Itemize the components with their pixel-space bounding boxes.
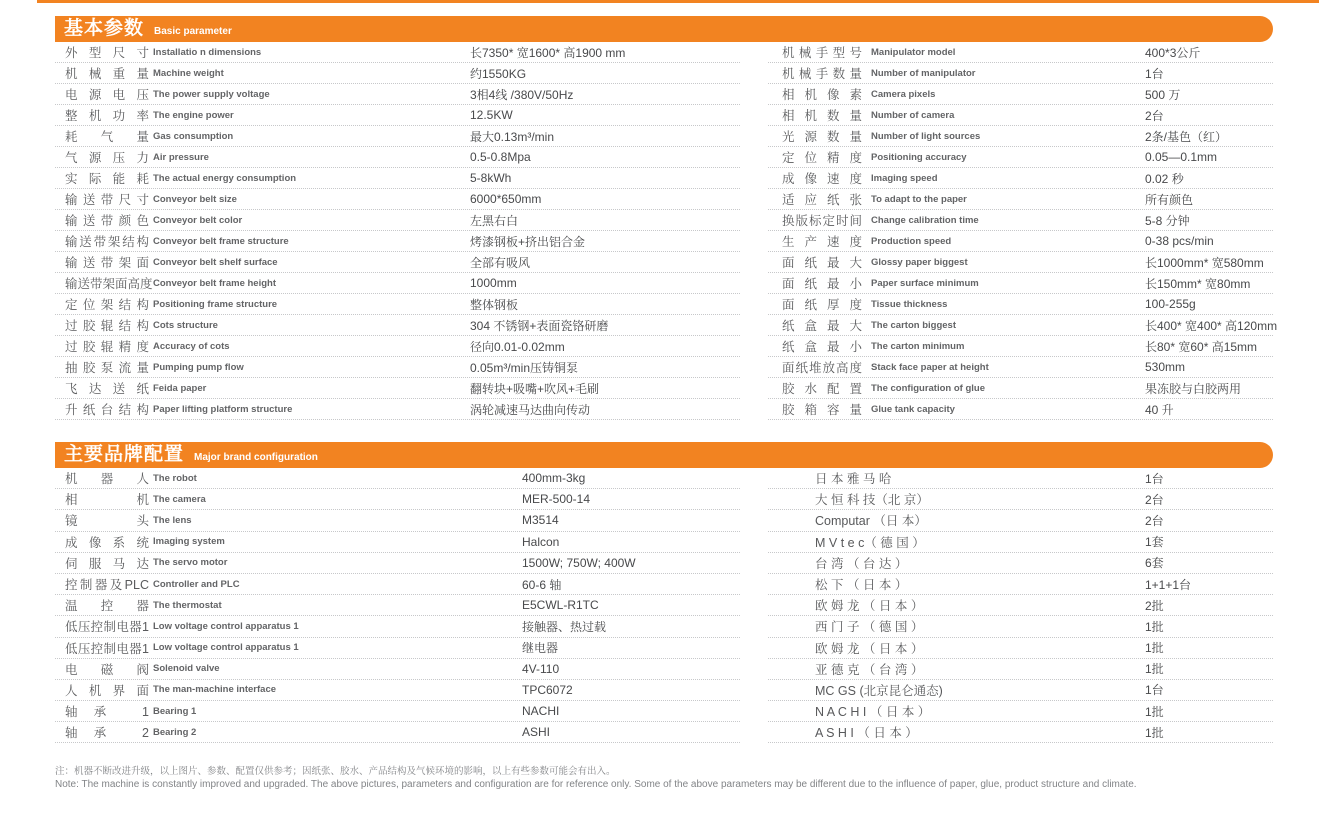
table-row	[55, 273, 740, 294]
param-label-en: The man-machine interface	[153, 684, 277, 696]
param-value: 304 不锈钢+表面瓷铬研磨	[470, 318, 609, 333]
section-title-zh: 主要品牌配置	[64, 444, 185, 465]
param-value: 左黑右白	[470, 213, 519, 228]
param-value: 全部有吸风	[470, 255, 531, 270]
param-label-en: Glossy paper biggest	[871, 256, 968, 268]
brand-configuration-right-table	[768, 468, 1273, 743]
param-label-zh: 欧 姆 龙 （ 日 本 ）	[815, 599, 924, 614]
param-value: 1500W; 750W; 400W	[522, 555, 636, 570]
param-value: 1批	[1145, 725, 1164, 740]
table-row	[768, 126, 1273, 147]
param-label-zh: 胶水配置	[782, 382, 862, 396]
param-label-en: The configuration of glue	[871, 382, 985, 394]
param-label-zh: 伺服马达	[65, 556, 149, 571]
table-row	[55, 63, 740, 84]
brand-configuration-section	[55, 442, 1273, 743]
param-label-en: Camera pixels	[871, 88, 936, 100]
table-row	[768, 168, 1273, 189]
param-value: 1000mm	[470, 276, 517, 290]
table-row	[768, 105, 1273, 126]
basic-parameter-section	[55, 16, 1278, 420]
param-label-zh: 成像速度	[782, 172, 862, 186]
table-row	[768, 231, 1273, 252]
table-row	[768, 294, 1273, 315]
param-value: Halcon	[522, 534, 560, 549]
column-gap	[740, 42, 768, 420]
param-value: 0.05—0.1mm	[1145, 150, 1218, 164]
param-label-zh: 生产速度	[782, 235, 862, 249]
param-value: 最大0.13m³/min	[470, 129, 555, 144]
param-value: 2台	[1145, 492, 1164, 507]
param-value: 2台	[1145, 108, 1164, 123]
param-label-en: The engine power	[153, 109, 234, 121]
table-row	[55, 616, 740, 637]
table-row	[768, 42, 1273, 63]
param-value: 所有颜色	[1145, 192, 1194, 207]
param-label-zh: M V t e c（ 德 国 ）	[815, 535, 925, 550]
table-row	[768, 680, 1273, 701]
basic-parameter-right-table	[768, 42, 1278, 420]
param-label-zh: 轴承 1	[65, 705, 149, 720]
param-value: 5-8kWh	[470, 171, 512, 185]
table-row	[768, 510, 1273, 531]
table-row	[768, 468, 1273, 489]
param-label-zh: A S H I （ 日 本 ）	[815, 726, 918, 741]
table-row	[768, 189, 1273, 210]
param-value: 翻转块+吸嘴+吹风+毛刷	[470, 381, 600, 396]
param-label-en: Gas consumption	[153, 130, 234, 142]
param-value: 400*3公斤	[1145, 45, 1201, 60]
table-row	[55, 510, 740, 531]
param-label-zh: 机械重量	[65, 67, 149, 81]
param-label-zh: 实际能耗	[65, 172, 149, 186]
param-label-zh: 镜头	[65, 514, 149, 529]
table-row	[768, 252, 1273, 273]
param-label-en: Conveyor belt size	[153, 193, 237, 205]
param-label-zh: 气源压力	[65, 151, 149, 165]
param-value: 整体钢板	[470, 297, 519, 312]
param-value: 6000*650mm	[470, 192, 542, 206]
param-label-zh: 过胶辊精度	[65, 340, 149, 354]
param-label-zh: 松 下 （ 日 本 ）	[815, 578, 908, 593]
param-value: E5CWL-R1TC	[522, 598, 599, 613]
param-label-zh: 胶箱容量	[782, 403, 862, 417]
table-row	[55, 638, 740, 659]
param-label-en: Solenoid valve	[153, 663, 220, 675]
param-value: 烤漆钢板+挤出铝合金	[470, 234, 586, 249]
table-row	[55, 468, 740, 489]
table-row	[768, 147, 1273, 168]
table-row	[55, 231, 740, 252]
table-row	[768, 595, 1273, 616]
basic-parameter-left-table	[55, 42, 740, 420]
param-value: 长400* 宽400* 高120mm	[1145, 318, 1278, 333]
param-label-zh: MC GS (北京昆仑通态)	[815, 683, 943, 698]
param-label-zh: 输送带颜色	[65, 214, 149, 228]
param-value: TPC6072	[522, 682, 573, 697]
table-row	[55, 659, 740, 680]
param-value: 1台	[1145, 66, 1164, 81]
table-row	[768, 357, 1273, 378]
param-value: 530mm	[1145, 360, 1186, 374]
section-header-basic-parameter	[55, 16, 1273, 42]
param-label-en: Conveyor belt frame height	[153, 277, 276, 289]
param-label-zh: 相机数量	[782, 109, 862, 123]
table-row	[768, 378, 1273, 399]
table-row	[768, 574, 1273, 595]
param-value: 1批	[1145, 641, 1164, 656]
param-label-en: Air pressure	[153, 151, 209, 163]
param-label-zh: 输送带架结构	[65, 235, 149, 249]
table-row	[768, 336, 1273, 357]
param-label-zh: 抽胶泵流量	[65, 361, 149, 375]
param-label-zh: 轴承 2	[65, 726, 149, 741]
param-label-zh: 相机像素	[782, 88, 862, 102]
param-label-zh: 亚 德 克 （ 台 湾 ）	[815, 662, 924, 677]
table-row	[55, 42, 740, 63]
param-label-zh: 纸盒最小	[782, 340, 862, 354]
param-value: 1批	[1145, 662, 1164, 677]
param-label-zh: 电磁阀	[65, 662, 149, 677]
table-row	[55, 489, 740, 510]
param-value: 继电器	[522, 641, 559, 656]
param-value: MER-500-14	[522, 492, 591, 507]
param-label-en: Low voltage control apparatus 1	[153, 642, 299, 654]
param-label-zh: 机械手型号	[782, 46, 862, 60]
param-value: 2批	[1145, 598, 1164, 613]
table-row	[768, 315, 1278, 336]
section-title-en: Basic parameter	[154, 26, 232, 37]
table-row	[55, 315, 740, 336]
param-label-en: Paper lifting platform structure	[153, 403, 293, 415]
param-label-zh: 外型尺寸	[65, 46, 149, 60]
param-value: 1批	[1145, 704, 1164, 719]
param-label-zh: 飞达送纸	[65, 382, 149, 396]
param-label-zh: 台 湾 （ 台 达 ）	[815, 556, 908, 571]
param-label-en: The thermostat	[153, 599, 222, 611]
param-label-zh: 欧 姆 龙 （ 日 本 ）	[815, 641, 924, 656]
param-label-en: Positioning accuracy	[871, 151, 967, 163]
param-label-en: Production speed	[871, 235, 952, 247]
param-label-zh: 电源电压	[65, 88, 149, 102]
param-label-zh: 输送带架面高度	[65, 277, 153, 291]
table-row	[55, 399, 740, 420]
brand-configuration-left-table	[55, 468, 740, 743]
param-label-en: Change calibration time	[871, 214, 979, 226]
param-label-en: Installatio n dimensions	[153, 46, 262, 58]
param-label-en: Tissue thickness	[871, 298, 948, 310]
table-row	[768, 659, 1273, 680]
section-title-en: Major brand configuration	[194, 452, 318, 463]
param-value: 12.5KW	[470, 108, 513, 122]
param-value: 1台	[1145, 471, 1164, 486]
param-label-en: Conveyor belt frame structure	[153, 235, 289, 247]
param-label-en: The carton biggest	[871, 319, 956, 331]
param-label-en: Feida paper	[153, 382, 207, 394]
param-value: 2条/基色（红）	[1145, 129, 1228, 144]
table-row	[768, 553, 1273, 574]
param-label-zh: 低压控制电器1	[65, 641, 149, 656]
param-value: 长150mm* 宽80mm	[1145, 276, 1251, 291]
param-label-zh: 面纸最小	[782, 277, 862, 291]
table-row	[55, 357, 740, 378]
param-value: 约1550KG	[470, 66, 527, 81]
table-row	[768, 63, 1273, 84]
param-value: 60-6 轴	[522, 577, 562, 592]
param-value: 0.05m³/min压铸铜泵	[470, 360, 579, 375]
table-row	[768, 722, 1273, 743]
table-row	[55, 147, 740, 168]
param-label-zh: Computar （日 本）	[815, 514, 927, 529]
param-label-en: Pumping pump flow	[153, 361, 244, 373]
table-row	[55, 105, 740, 126]
table-row	[55, 680, 740, 701]
param-label-en: The robot	[153, 472, 197, 484]
param-label-en: Low voltage control apparatus 1	[153, 620, 299, 632]
param-label-zh: 相机	[65, 493, 149, 508]
table-row	[55, 553, 740, 574]
param-value: 径向0.01-0.02mm	[470, 339, 565, 354]
param-label-en: The actual energy consumption	[153, 172, 297, 184]
param-label-en: The carton minimum	[871, 340, 965, 352]
param-value: 5-8 分钟	[1145, 213, 1190, 228]
param-value: 6套	[1145, 556, 1164, 571]
param-label-zh: 面纸堆放高度	[782, 361, 862, 375]
param-label-en: Manipulator model	[871, 46, 956, 58]
param-label-zh: 定位精度	[782, 151, 862, 165]
param-label-en: Bearing 2	[153, 726, 197, 738]
param-label-zh: 输送带尺寸	[65, 193, 149, 207]
table-row	[55, 126, 740, 147]
param-value: 500 万	[1145, 87, 1181, 102]
footer-note-en: Note: The machine is constantly improved and upgraded. The above pictures, parameters and configuration are for reference only. Some of the above parameters may be different due to the influence of paper, glue, product structure and climate.	[55, 779, 1137, 790]
param-label-zh: 过胶辊结构	[65, 319, 149, 333]
table-row	[768, 532, 1273, 553]
param-label-zh: 输送带架面	[65, 256, 149, 270]
param-label-zh: 面纸厚度	[782, 298, 862, 312]
section-title-zh: 基本参数	[64, 18, 145, 39]
param-value: 长1000mm* 宽580mm	[1145, 255, 1264, 270]
param-label-zh: 定位架结构	[65, 298, 149, 312]
param-label-en: To adapt to the paper	[871, 193, 967, 205]
param-value: 0.02 秒	[1145, 171, 1184, 186]
param-label-en: The power supply voltage	[153, 88, 270, 100]
table-row	[55, 574, 740, 595]
param-label-zh: 大 恒 科 技（北 京）	[815, 493, 929, 508]
table-row	[768, 701, 1273, 722]
param-value: 1+1+1台	[1145, 577, 1192, 592]
table-row	[55, 336, 740, 357]
param-label-zh: 机器人	[65, 472, 149, 487]
param-label-en: Stack face paper at height	[871, 361, 989, 373]
column-gap	[740, 468, 768, 743]
table-row	[768, 210, 1273, 231]
param-label-en: Controller and PLC	[153, 578, 240, 590]
param-label-zh: 成像系统	[65, 535, 149, 550]
top-accent-strip	[37, 0, 1319, 3]
table-row	[55, 378, 740, 399]
param-value: 1批	[1145, 619, 1164, 634]
param-label-zh: 适应纸张	[782, 193, 862, 207]
param-label-zh: 面纸最大	[782, 256, 862, 270]
param-label-en: Number of light sources	[871, 130, 981, 142]
param-label-en: Bearing 1	[153, 705, 197, 717]
param-label-en: The camera	[153, 493, 206, 505]
param-value: 接触器、热过载	[522, 619, 607, 634]
param-value: 4V-110	[522, 661, 560, 676]
param-label-en: Accuracy of cots	[153, 340, 230, 352]
param-label-en: Conveyor belt color	[153, 214, 243, 226]
table-row	[768, 489, 1273, 510]
param-value: 100-255g	[1145, 297, 1196, 311]
table-row	[768, 273, 1273, 294]
param-label-en: The lens	[153, 514, 192, 526]
param-label-zh: 换版标定时间	[782, 214, 862, 228]
footer-note-zh: 注：机器不断改进升级，以上图片、参数、配置仅供参考；因纸张、胶水、产品结构及气候环境的影响，以上有些参数可能会有出入。	[55, 766, 616, 777]
param-label-en: The servo motor	[153, 557, 228, 569]
param-value: 40 升	[1145, 402, 1174, 417]
param-label-zh: 光源数量	[782, 130, 862, 144]
param-label-en: Positioning frame structure	[153, 298, 278, 310]
table-row	[55, 532, 740, 553]
param-label-zh: 低压控制电器1	[65, 620, 149, 635]
param-label-en: Glue tank capacity	[871, 403, 955, 415]
param-value: 1台	[1145, 683, 1164, 698]
param-value: 涡轮减速马达曲向传动	[470, 402, 591, 417]
param-value: 1套	[1145, 535, 1164, 550]
param-label-en: Number of camera	[871, 109, 955, 121]
param-label-zh: 纸盒最大	[782, 319, 862, 333]
table-row	[768, 638, 1273, 659]
param-label-zh: 升纸台结构	[65, 403, 149, 417]
param-value: ASHI	[522, 725, 551, 740]
param-label-zh: 西 门 子 （ 德 国 ）	[815, 620, 924, 635]
param-value: 长7350* 宽1600* 高1900 mm	[470, 45, 626, 60]
param-label-en: Conveyor belt shelf surface	[153, 256, 278, 268]
table-row	[55, 168, 740, 189]
footer-note	[55, 765, 1275, 792]
param-value: 0.5-0.8Mpa	[470, 150, 531, 164]
table-row	[55, 84, 740, 105]
table-row	[55, 294, 740, 315]
param-label-zh: N A C H I （ 日 本 ）	[815, 705, 931, 720]
table-row	[55, 722, 740, 743]
param-label-zh: 控制器及PLC	[65, 578, 149, 593]
param-label-zh: 耗气量	[65, 130, 149, 144]
param-label-zh: 整机功率	[65, 109, 149, 123]
param-label-zh: 人机界面	[65, 683, 149, 698]
section-header-brand-configuration	[55, 442, 1273, 468]
table-row	[55, 701, 740, 722]
table-row	[768, 616, 1273, 637]
table-row	[55, 595, 740, 616]
param-label-en: Imaging system	[153, 536, 225, 548]
table-row	[55, 210, 740, 231]
param-label-zh: 机械手数量	[782, 67, 862, 81]
param-label-en: Machine weight	[153, 67, 224, 79]
table-row	[55, 252, 740, 273]
param-value: 400mm-3kg	[522, 471, 586, 486]
table-row	[768, 84, 1273, 105]
param-value: 2台	[1145, 513, 1164, 528]
param-value: 果冻胶与白胶两用	[1145, 381, 1242, 396]
param-value: 0-38 pcs/min	[1145, 234, 1214, 248]
param-value: 3相4线 /380V/50Hz	[470, 87, 574, 102]
table-row	[768, 399, 1273, 420]
param-label-zh: 日 本 雅 马 哈	[815, 472, 892, 487]
param-value: M3514	[522, 513, 559, 528]
param-value: NACHI	[522, 704, 560, 719]
param-label-en: Number of manipulator	[871, 67, 976, 79]
table-row	[55, 189, 740, 210]
param-label-en: Imaging speed	[871, 172, 938, 184]
param-value: 长80* 宽60* 高15mm	[1145, 339, 1258, 354]
param-label-zh: 温控器	[65, 599, 149, 614]
param-label-en: Cots structure	[153, 319, 218, 331]
param-label-en: Paper surface minimum	[871, 277, 979, 289]
